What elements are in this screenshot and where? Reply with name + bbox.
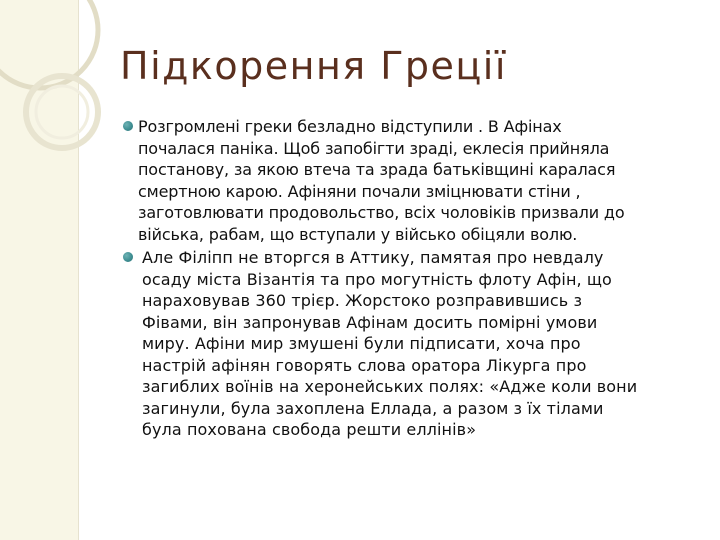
bullet-paragraph [120,116,638,245]
bullet-text: Але Філіпп не вторгся в Аттику, памятая про невдалу осаду міста Візантія та про могутність флоту Афін, що нараховував 360 трієр. Жорстоко розправившись з Фівами, він запронував Афінам досить помірні умови миру. Афіни мир змушені були підписати, хоча про настрій афінян говорять слова оратора Лікурга про загиблих воїнів на херонейських полях: «Адже коли вони загинули, була захоплена Еллада, а разом з їх тілами була похована свобода решти еллінів» [142,248,638,439]
bullet-icon [123,252,133,262]
bullet-icon [123,121,133,131]
bullet-text: Розгромлені греки безладно відступили . В Афінах почалася паніка. Щоб запобігти зраді, еклесія прийняла постанову, за якою втеча та зрада батьківщині каралася смертною карою. Афіняни почали зміцнювати стіни , заготовлювати продовольство, всіх чоловіків призвали до війська, рабам, що вступали у військо обіцяли волю. [138,117,625,244]
slide-body [120,116,680,443]
decorative-circles-ornament [0,0,140,160]
slide-title: Підкорення Греції [120,44,507,88]
ornament-circle-inner [36,86,88,138]
bullet-paragraph [120,247,642,441]
ornament-circle-large [0,0,98,88]
